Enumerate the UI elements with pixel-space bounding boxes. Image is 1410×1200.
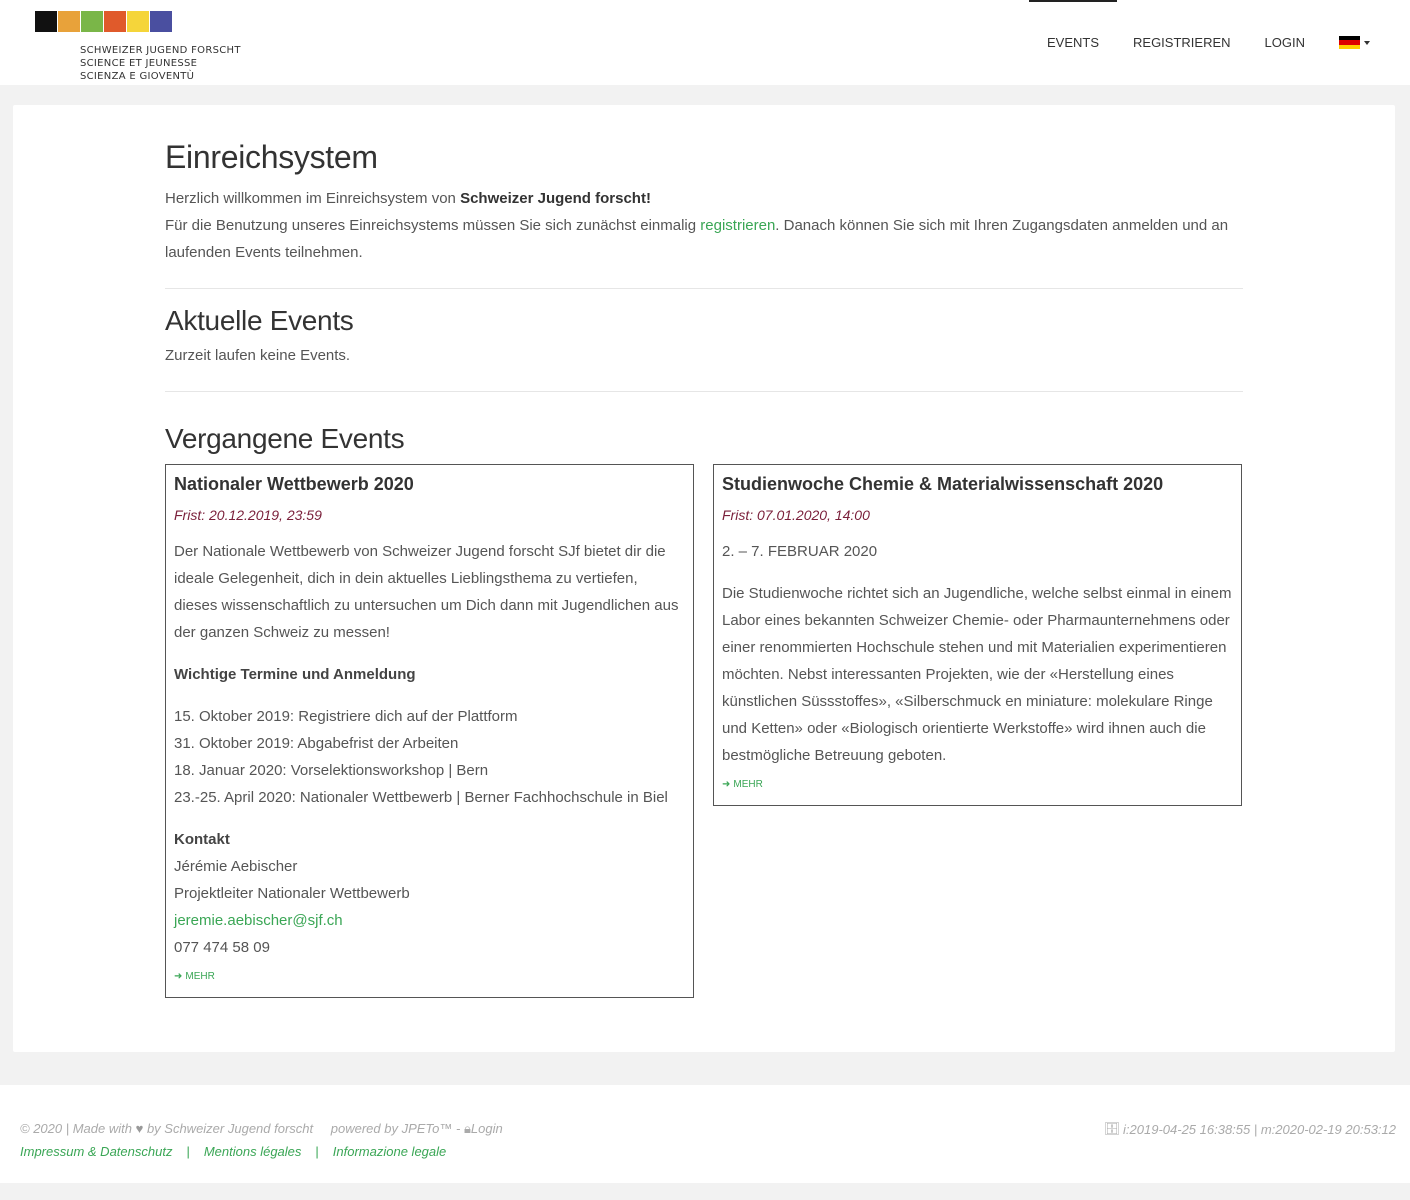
logo-square (58, 11, 80, 32)
more-link[interactable] (174, 971, 685, 982)
current-events-heading: Aktuelle Events (165, 305, 354, 336)
footer-login-label: Login (470, 1121, 503, 1136)
date-item: 23.-25. April 2020: Nationaler Wettbewerb | Berner Fachhochschule in Biel (174, 789, 668, 806)
logo-square (81, 11, 103, 32)
site-footer (0, 1085, 1410, 1183)
nav-login[interactable]: LOGIN (1264, 35, 1305, 50)
footer-timestamps (1104, 1121, 1396, 1137)
date-item: 18. Januar 2020: Vorselektionsworkshop | Bern (174, 762, 489, 779)
informazione-legale-link[interactable]: Informazione legale (332, 1144, 447, 1159)
intro-text (165, 185, 1243, 266)
mentions-legales-link[interactable]: Mentions légales (203, 1144, 302, 1159)
event-dates-list (174, 703, 685, 811)
separator: | (186, 1144, 190, 1159)
event-dates-heading (174, 661, 685, 688)
divider (165, 288, 1243, 289)
german-flag-icon (1339, 36, 1360, 49)
more-label: MEHR (733, 779, 763, 790)
contact-email-link[interactable]: jeremie.aebischer@sjf.ch (174, 912, 343, 929)
logo-square (150, 11, 172, 32)
main-card (13, 105, 1395, 1052)
language-selector[interactable] (1339, 36, 1370, 49)
contact-phone: 077 474 58 09 (174, 939, 270, 956)
event-description: Der Nationale Wettbewerb von Schweizer Jugend forscht SJf bietet dir die ideale Gelegenheit, dich in dein aktuelles Lieblingsthema zu vertiefen, dieses wissenschaftlich zu untersuchen um Dich dann mit Jugendlichen aus der ganzen Schweiz zu messen! (174, 543, 679, 641)
event-title[interactable]: Studienwoche Chemie & Materialwissenschaft 2020 (722, 474, 1164, 494)
copyright-prefix: © 2020 | Made with (20, 1121, 132, 1136)
intro-line-2 (165, 212, 1243, 266)
logo-text (80, 44, 241, 83)
powered-by: powered by JPETo™ - (330, 1121, 461, 1136)
intro-brand: Schweizer Jugend forscht! (460, 190, 651, 207)
impressum-link[interactable]: Impressum & Datenschutz (20, 1144, 173, 1159)
event-contact (174, 826, 685, 961)
logo-square (35, 11, 57, 32)
sjf-logo[interactable] (35, 11, 241, 82)
nav-register[interactable]: REGISTRIEREN (1133, 35, 1231, 50)
event-description: Die Studienwoche richtet sich an Jugendliche, welche selbst einmal in einem Labor eines bekannten Schweizer Chemie- oder Pharmaunternehmens oder einer renommierten Hochschule stehen und mit Materialien experimentieren möchten. Nebst interessanten Projekten, wie der «Herstellung eines künstlichen Süssstoffes», «Silberschmuck en miniature: molekulare Ringe und Ketten» oder «Biologisch orientierte Werkstoffe» wird ihnen auch die bestmögliche Betreuung geboten. (722, 585, 1232, 764)
divider (165, 391, 1243, 392)
intro-line2-suffix: . Danach können Sie sich mit Ihren Zugangsdaten anmelden und an laufenden Events teilnehmen. (165, 217, 1229, 261)
heart-icon: ♥ (135, 1121, 144, 1136)
separator: | (315, 1144, 319, 1159)
site-header (0, 0, 1410, 85)
dates-heading-text: Wichtige Termine und Anmeldung (174, 666, 416, 683)
event-card (713, 464, 1242, 806)
event-deadline: Frist: 07.01.2020, 14:00 (722, 507, 870, 523)
event-body (174, 538, 685, 961)
lock-icon: 🔒︎ (463, 1121, 471, 1136)
more-label: MEHR (185, 971, 215, 982)
event-deadline: Frist: 20.12.2019, 23:59 (174, 507, 322, 523)
logo-square (104, 11, 126, 32)
contact-role: Projektleiter Nationaler Wettbewerb (174, 885, 410, 902)
arrow-right-icon: ➜ (722, 779, 731, 790)
date-item: 31. Oktober 2019: Abgabefrist der Arbeiten (174, 735, 459, 752)
logo-line-fr: SCIENCE ET JEUNESSE (80, 58, 198, 69)
timestamps-text: i:2019-04-25 16:38:55 | m:2020-02-19 20:53:12 (1123, 1121, 1396, 1137)
legal-links (20, 1144, 446, 1159)
past-events-heading: Vergangene Events (165, 423, 405, 454)
logo-line-de: SCHWEIZER JUGEND FORSCHT (80, 45, 241, 56)
nav-events[interactable]: EVENTS (1047, 0, 1099, 85)
more-link[interactable] (722, 779, 1233, 790)
page-title: Einreichsystem (165, 139, 378, 175)
caret-down-icon (1364, 41, 1370, 45)
intro-line2-prefix: Für die Benutzung unseres Einreichsystems müssen Sie sich zunächst einmalig (165, 217, 701, 234)
main-nav (1013, 0, 1370, 85)
logo-square (127, 11, 149, 32)
contact-heading: Kontakt (174, 831, 230, 848)
event-body (722, 538, 1233, 769)
event-card (165, 464, 694, 998)
contact-name: Jérémie Aebischer (174, 858, 298, 875)
event-date-line: 2. – 7. FEBRUAR 2020 (722, 543, 878, 560)
logo-color-squares (35, 11, 173, 32)
copyright-suffix: by Schweizer Jugend forscht (146, 1121, 314, 1136)
logo-line-it: SCIENZA E GIOVENTÙ (80, 71, 195, 82)
footer-login-link[interactable] (464, 1121, 503, 1136)
no-events-text: Zurzeit laufen keine Events. (165, 347, 351, 364)
date-item: 15. Oktober 2019: Registriere dich auf der Plattform (174, 708, 518, 725)
intro-prefix: Herzlich willkommen im Einreichsystem von (165, 190, 461, 207)
database-icon: 🗄︎ (1103, 1121, 1121, 1136)
register-link[interactable]: registrieren (700, 217, 776, 234)
intro-line-1 (165, 185, 1243, 212)
event-title[interactable]: Nationaler Wettbewerb 2020 (174, 474, 414, 494)
footer-credits (20, 1121, 503, 1137)
arrow-right-icon: ➜ (174, 971, 183, 982)
